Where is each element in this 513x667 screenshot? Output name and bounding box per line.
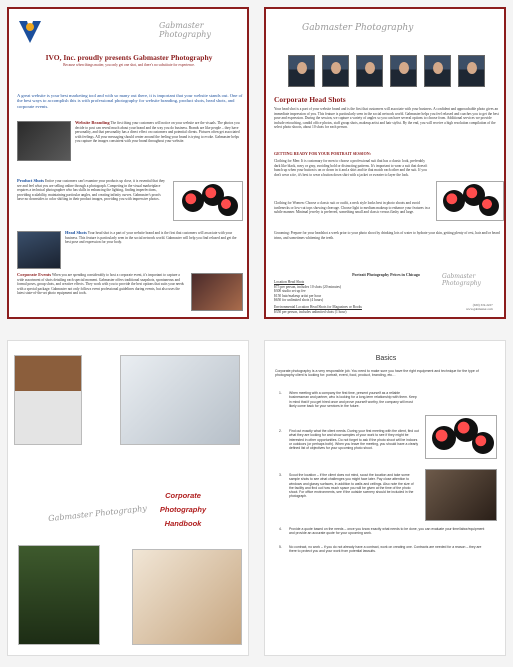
list-number: 5. bbox=[279, 545, 282, 549]
clothing-women-text: Clothing for Women: Choose a classic suit or outfit, a neck style looks best in photo shoots and avoid turtlenecks or low-cut tops showing cleavage. Choose light to medium makeup to enhance your features in a subtle manner. Minimal jewelry is preferred, something small and classic versus flashy and large. bbox=[274, 201, 430, 215]
forest-portrait-photo bbox=[18, 545, 100, 645]
section-heading: Corporate Head Shots bbox=[274, 95, 346, 104]
headshot-thumb bbox=[322, 55, 349, 87]
corporate-events-text: When you are spending considerably to host a corporate event, it's important to capture a wide assortment of shots detailing each special moment. Gabmaster offers traditional snapshots, spontaneous and formal poses, group shots, and creative effects. They work with you to provide the best options that suits your needs with a special package. Gabmaster not only follows event professional guidelines during events, but also uses the latest state-of-the-art photo equipment and tools. bbox=[17, 273, 184, 296]
camera-lens-icon bbox=[218, 196, 238, 216]
product-shots-text: Entice your customers can't examine your products up close, it is essential that they see and feel what you are selling online through a photograph. Competing in the visual marketplace requires a technical photographer who has skills in enhancing the lighting, finding imperfections, providing scalability, maintaining particular angles, and creating infinity curves. Gabmaster's proofs have no downsides to color shifting in their product images, providing you with impressive photos. bbox=[17, 179, 165, 202]
list-item-text: Provide a quote based on the needs – once you know exactly what needs to be done, you can evaluate your time/labor/equipment and provide an accurate quote for your upcoming work. bbox=[289, 527, 485, 536]
headshot-thumb bbox=[458, 55, 485, 87]
product-photo bbox=[173, 181, 243, 221]
price-line: $650 for unlimited shots (4 hours) bbox=[274, 298, 324, 303]
product-shots-heading: Product Shots bbox=[17, 178, 45, 183]
list-number: 4. bbox=[279, 527, 282, 531]
price-line: $350 per person, includes unlimited shots (1 hour) bbox=[274, 309, 347, 314]
headshot-thumb bbox=[424, 55, 451, 87]
page-title: IVO, Inc. proudly presents Gabmaster Photography bbox=[45, 53, 213, 62]
contact-phone: (630) 319-2227 bbox=[472, 303, 493, 307]
head-shots-section bbox=[65, 231, 243, 245]
headshot-gallery bbox=[288, 55, 488, 87]
ice-sculpture-photo bbox=[120, 355, 240, 445]
head-shots-text: Your head shot is a part of your website brand and is the first that customers will associate with your business. This feature is particularly seen in the social network world. Gabmaster will help you find relaxed and get the best pose and expression for your body. bbox=[65, 231, 237, 245]
website-branding-heading: Website Branding bbox=[75, 120, 110, 125]
intro-paragraph: A great website is your best marketing tool and with so many out there, it is important that your website stands out. One of the best ways to accomplish this is with professional photography for website branding, product shots, head shots, and corporate events. bbox=[17, 93, 243, 109]
ivo-logo-icon bbox=[15, 17, 45, 47]
contact-info bbox=[466, 303, 493, 311]
list-number: 1. bbox=[279, 391, 282, 395]
handbook-title-line-3: Handbook bbox=[164, 519, 202, 528]
website-branding-photo bbox=[17, 121, 71, 161]
location-prices-list bbox=[274, 280, 362, 314]
list-item-text: Scout the location – if the client does not mind, scout the location and take some sample shots to see what challenges you might face later. Pay close attention to windows and glassy surfaces, in addition to walls and ceilings. Also note the size of the facility and find out how much space you will be given at the time of the photo shoot. For office environments, see if the outside scenery should be included in the photograph. bbox=[289, 473, 414, 499]
headshot-photo bbox=[17, 231, 61, 269]
brand-logo-text: Gabmaster Photography bbox=[159, 21, 211, 39]
price-line: $75 per person, includes 10 shots (20 minutes) bbox=[274, 284, 342, 289]
list-number: 2. bbox=[279, 429, 282, 433]
clothing-men-text: Clothing for Men: It is customary for men to choose a professional suit that has a classic look, preferably dark like black, navy or gray, avoiding bold or distracting patterns. It's important to wear a suit that doesn't bunch up when your button is on or down in it and a shirt and tie that match each other and the suit. If you don't wear a tie, it's best to wear a button down shirt with a jacket or sweater to layer the look. bbox=[274, 159, 428, 177]
website-branding-section bbox=[75, 121, 243, 144]
env-prices-title: Environmental Location Head Shots for Magazines or Books bbox=[274, 304, 362, 309]
headshot-thumb bbox=[356, 55, 383, 87]
list-item bbox=[279, 429, 419, 451]
event-photo bbox=[191, 273, 243, 311]
camera-lens-icon bbox=[479, 196, 499, 216]
list-item-text: No contract, no work – if you do not already have a contract, work on creating one. Contracts are needed for a reason – they are there to protect you and your work from potential lawsuits. bbox=[289, 545, 482, 554]
brand-logo-text: Gabmaster Photography bbox=[302, 23, 414, 33]
camera-lens-icon bbox=[432, 426, 456, 450]
basics-heading: Basics bbox=[375, 355, 397, 362]
list-number: 3. bbox=[279, 473, 282, 477]
basics-intro: Corporate photography is a very responsible job. You need to make sure you have the right equipment and technique for the type of photography client is looking for: portrait, event, food, product, branding, etc… bbox=[275, 369, 479, 378]
handbook-cover-page bbox=[7, 340, 249, 656]
handbook-title-line-1: Corporate bbox=[165, 491, 201, 500]
website-branding-text: The first thing your customers will notice on your website are the visuals. The photos you decide to post can reveal much about your brand and the way you do business. Brands are like people – they have personality, and that personality has a direct effect on customers and potential clients. Pictures often get associated with feelings. All your messaging should center around the feeling your brand is trying to evoke. Gabmaster helps you capture the images consistent with your brand throughout your website. bbox=[75, 121, 240, 144]
corporate-events-section bbox=[17, 273, 187, 296]
grooming-text: Grooming: Prepare for your headshot a week prior to your photo shoot by drinking lots of water to hydrate your skin, getting plenty of rest, hair and/or beard trims, and sometimes whitening the teeth. bbox=[274, 231, 500, 240]
camera-lens-icon bbox=[182, 190, 204, 212]
office-photo bbox=[425, 469, 497, 521]
list-item-text: Find out exactly what the client needs. During your first meeting with the client, find out what they are looking for and show samples of your work to see if they might be interested in other opportunities. Do not forget to ask if the photo shoot will be indoors or outdoors (or perhaps both). When you leave the meeting, you should have a clearly defined list of objectives for your upcoming photo shoot. bbox=[289, 429, 419, 451]
list-item bbox=[279, 527, 489, 536]
list-item-text: When meeting with a company the first time, present yourself as a reliable businessman and partner, who is looking for a long-term relationship with them. Keep in mind that if you get hired once and prove yourself worthy, the company will most likely come back for your services in the future. bbox=[289, 391, 417, 408]
list-item bbox=[279, 391, 419, 408]
list-item bbox=[279, 545, 489, 554]
headshot-intro: Your head shot is a part of your website brand and is the first that customers will associate with your business. A confident and approachable photo gives an immediate impression of you. This feature is particularly seen in the social network world. Gabmaster helps you feel relaxed and coaches you to get the best pose and expression. During the session, we capture a variety of angles so you can have several options to choose from. Additional services we provide include retouching, candid office photos, staff group shots, makeup artist and hair stylist. By the end, you will receive a high resolution compilation of the select photo shoots, about 10 shots for each person. bbox=[274, 107, 499, 130]
camera-lens-icon bbox=[443, 190, 465, 212]
headshot-thumb bbox=[390, 55, 417, 87]
product-shots-section bbox=[17, 179, 167, 202]
brand-logo-text: Gabmaster Photography bbox=[47, 503, 148, 524]
basics-page bbox=[264, 340, 506, 656]
footer-brand-logo: Gabmaster Photography bbox=[442, 273, 481, 287]
handbook-title-line-2: Photography bbox=[159, 505, 207, 514]
corporate-events-heading: Corporate Events bbox=[17, 272, 52, 277]
page-subtitle: Because when things matter, you only get one shot, and there's no substitute for experience. bbox=[63, 63, 195, 67]
product-photo bbox=[425, 415, 497, 459]
wedding-photo bbox=[14, 355, 82, 445]
ready-heading: GETTING READY FOR YOUR PORTRAIT SESSION: bbox=[274, 151, 371, 156]
food-photo bbox=[132, 549, 242, 645]
head-shots-heading: Head Shots bbox=[65, 230, 87, 235]
brochure-page-2 bbox=[264, 7, 506, 319]
list-item bbox=[279, 473, 419, 499]
headshot-thumb bbox=[288, 55, 315, 87]
contact-website[interactable]: www.gabmaster.com bbox=[466, 307, 493, 311]
prices-title: Portrait Photography Prices in Chicago bbox=[352, 272, 420, 277]
brochure-page-1 bbox=[7, 7, 249, 319]
price-line: $150 hair/makeup artist per hour bbox=[274, 293, 322, 298]
location-prices-title: Location Head Shots bbox=[274, 280, 305, 284]
product-photo bbox=[436, 181, 504, 221]
price-line: $300 studio set up fee bbox=[274, 289, 306, 294]
camera-lens-icon bbox=[472, 432, 494, 454]
